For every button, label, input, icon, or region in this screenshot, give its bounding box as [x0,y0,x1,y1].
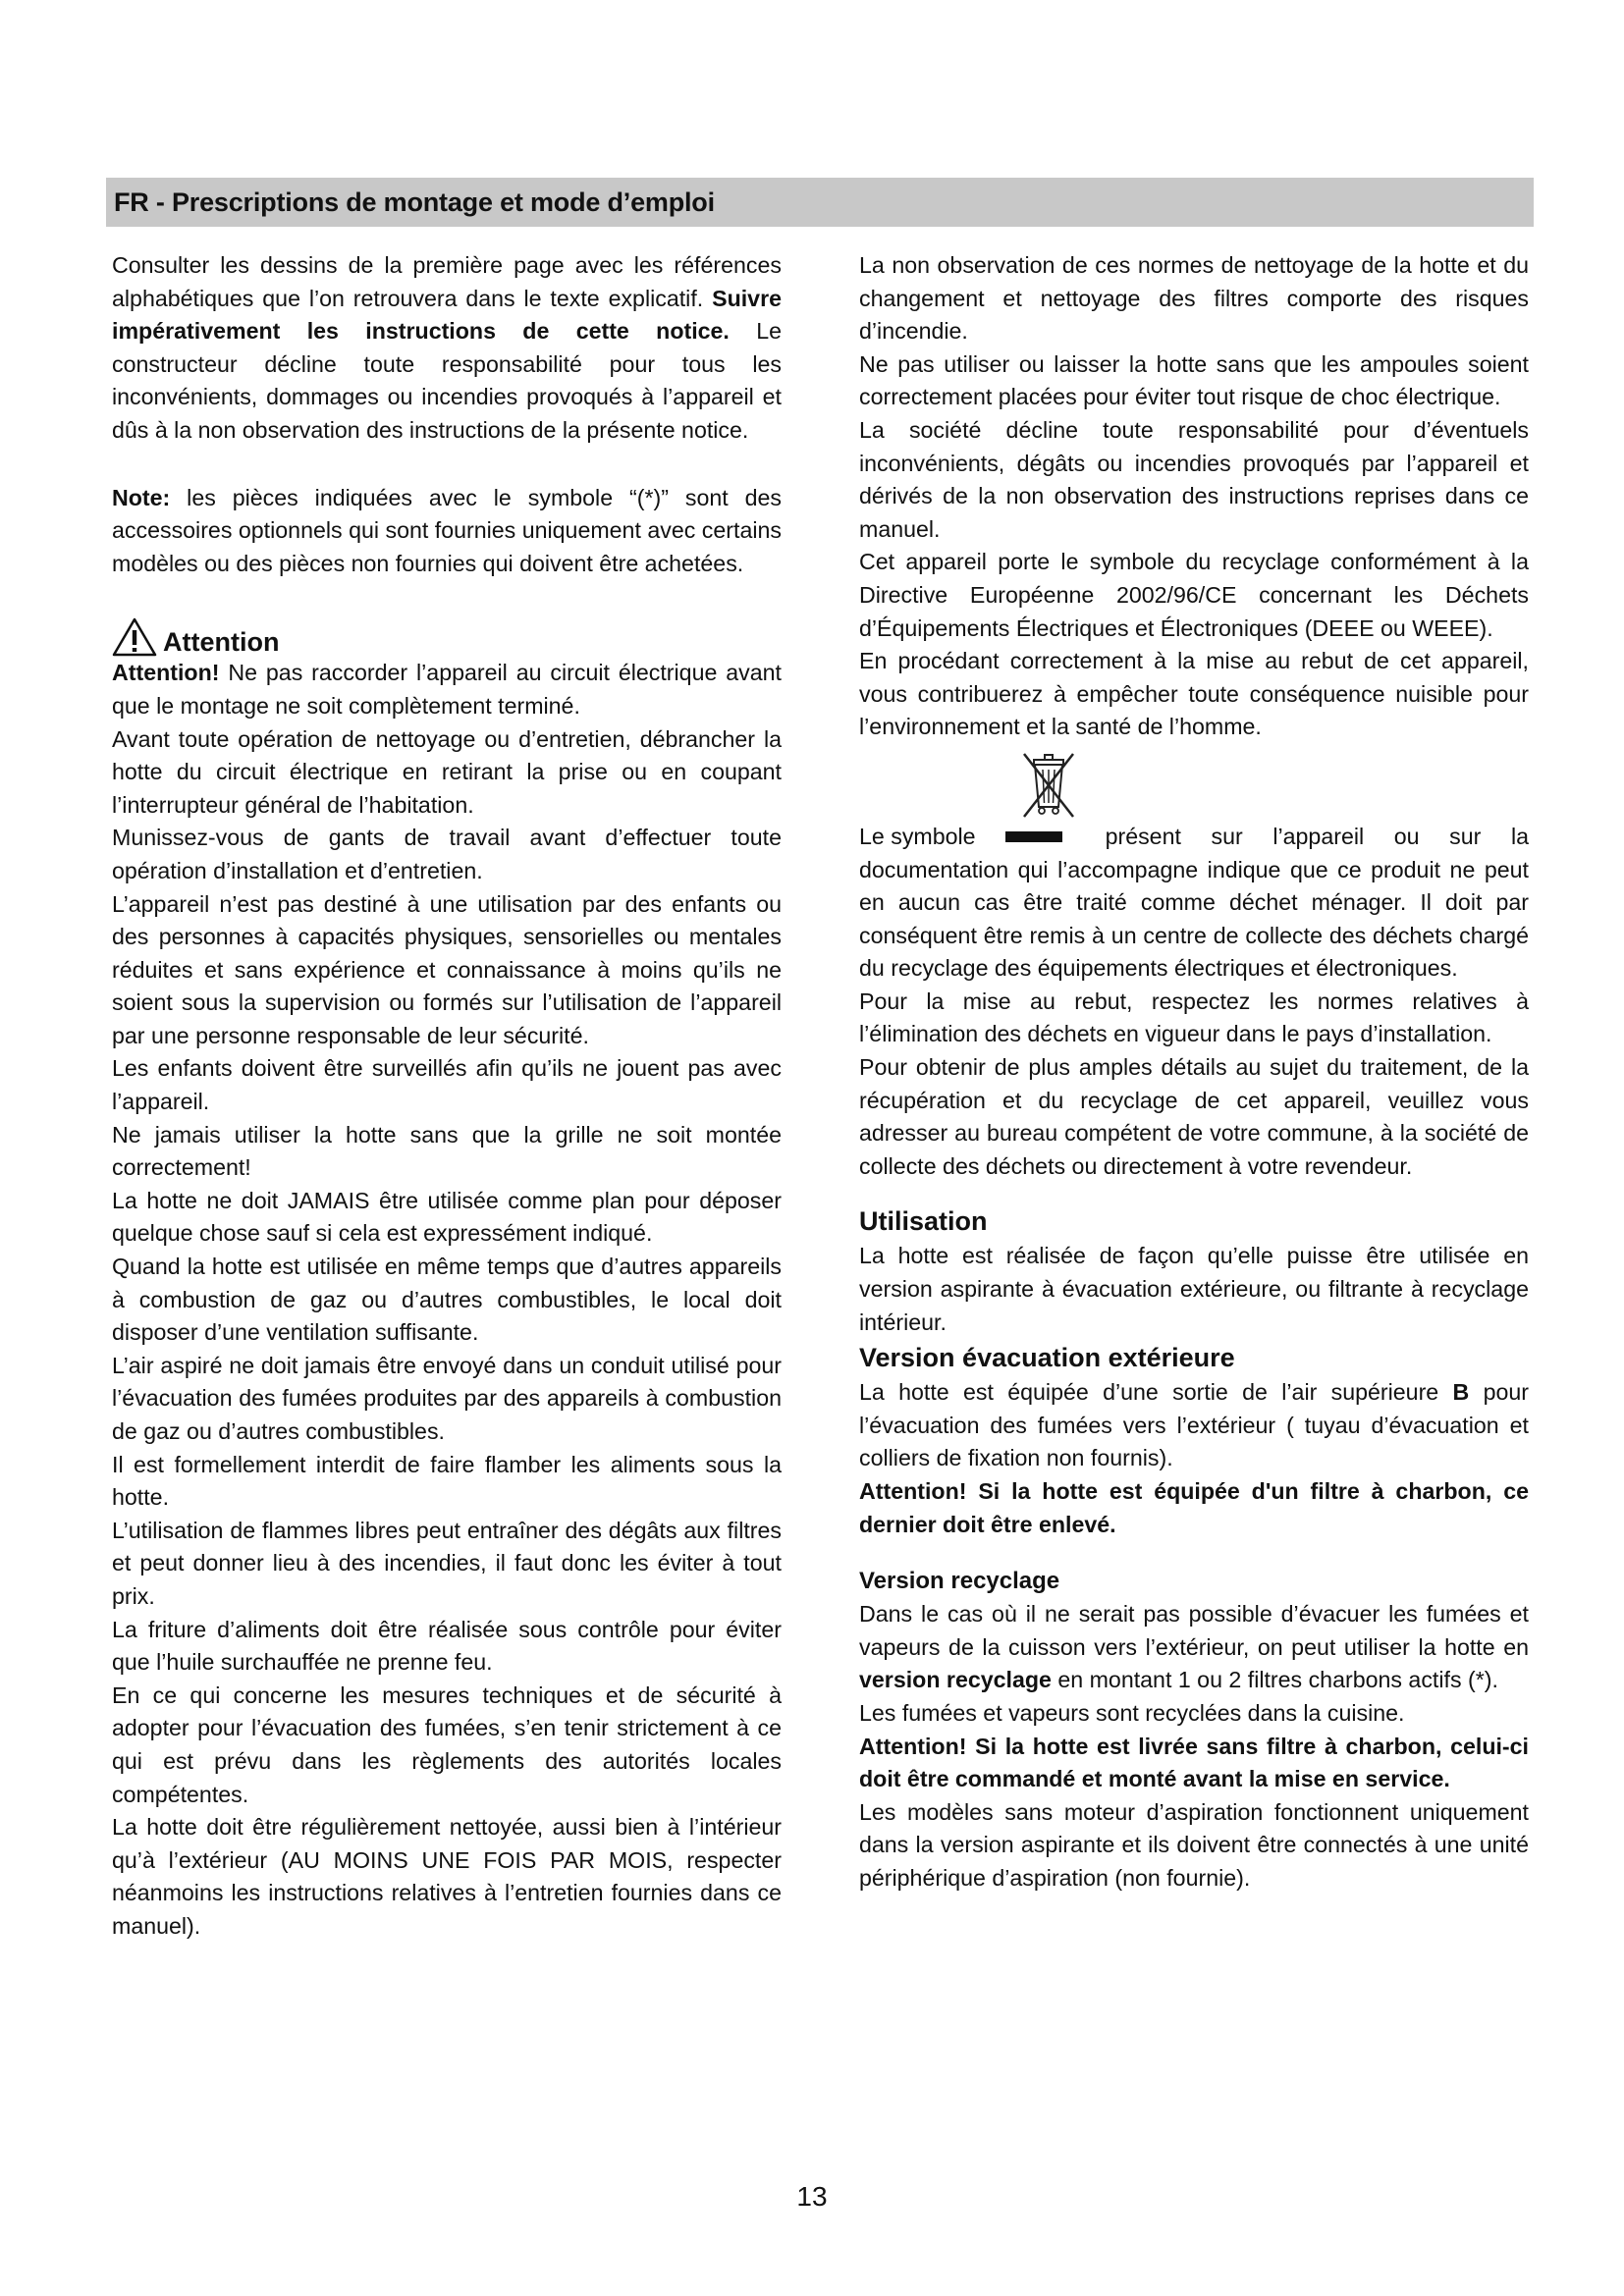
right-paragraph: En procédant correctement à la mise au rebut de cet appareil, vous contribuerez à empêcher toute conséquence nuisible pour l’environnement et la santé de l’homme. [859,648,1529,740]
recyclage-bold-text: version recyclage [859,1667,1052,1693]
recyclage-text-2: Les fumées et vapeurs sont recyclées dans la cuisine. [859,1699,1405,1726]
left-column [112,249,782,1944]
right-paragraph: Pour la mise au rebut, respectez les normes relatives à l’élimination des déchets en vigueur dans le pays d’installation. [859,988,1529,1047]
left-paragraph: Munissez-vous de gants de travail avant d’effectuer toute opération d’installation et d’entretien. [112,825,782,883]
right-column [859,249,1529,1896]
recyclage-warning: Attention! Si la hotte est livrée sans filtre à charbon, celui-ci doit être commandé et monté avant la mise en service. [859,1733,1529,1792]
warning-icon [112,617,157,657]
recyclage-text-3: Les modèles sans moteur d’aspiration fonctionnent uniquement dans la version aspirante et ils doivent être connectés à une unité périphérique d’aspiration (non fournie). [859,1798,1529,1891]
right-paragraph: La non observation de ces normes de nettoyage de la hotte et du changement et nettoyage des filtres comporte des risques d’incendie. [859,252,1529,345]
recyclage-heading: Version recyclage [859,1568,1060,1595]
left-paragraph: La friture d’aliments doit être réalisée sous contrôle pour éviter que l’huile surchauffée ne prenne feu. [112,1616,782,1676]
right-paragraph: Ne pas utiliser ou laisser la hotte sans que les ampoules soient correctement placées pour éviter tout risque de choc électrique. [859,350,1529,410]
utilisation-heading: Utilisation [859,1206,988,1237]
attention-heading-text: Attention [163,627,280,658]
attention-paragraph [112,657,782,722]
right-paragraph: La société décline toute responsabilité pour d’éventuels inconvénients, dégâts ou incendies provoqués par l’appareil et dérivés de la non observation des instructions reprises dans ce manuel. [859,416,1529,542]
crossed-bin-icon [1016,750,1081,821]
left-paragraph: L’utilisation de flammes libres peut entraîner des dégâts aux filtres et peut donner lieu à des incendies, il faut donc les éviter à tout prix. [112,1517,782,1609]
left-paragraph: L’appareil n’est pas destiné à une utilisation par des enfants ou des personnes à capacités physiques, sensorielles ou mentales réduites et sans expérience et connaissance à moins qu’ils ne soient sous la supervision ou formés sur l’utilisation de l’appareil par une personne responsable de leur sécurité. [112,890,782,1048]
evacuation-text-cont: pour l’évacuation des fumées vers l’extérieur ( tuyau d’évacuation et colliers de fixation non fournis). [859,1379,1529,1471]
symbol-paragraph [859,821,1529,986]
page-title: FR - Prescriptions de montage et mode d’emploi [114,187,715,217]
intro-text: Consulter les dessins de la première page avec les références alphabétiques que l’on retrouvera dans le texte explicatif. [112,252,782,311]
left-paragraph: Il est formellement interdit de faire flamber les aliments sous la hotte. [112,1451,782,1511]
black-bar-symbol [1005,831,1062,842]
attention-text: Ne pas raccorder l’appareil au circuit électrique avant que le montage ne soit complètement terminé. [112,660,782,719]
note-label: Note: [112,484,171,510]
evacuation-label-b: B [1452,1379,1470,1406]
evacuation-text: La hotte est équipée d’une sortie de l’air supérieure [859,1379,1453,1406]
evacuation-paragraph [859,1376,1529,1475]
attention-heading [112,612,782,657]
left-paragraph: Ne jamais utiliser la hotte sans que la grille ne soit montée correctement! [112,1121,782,1181]
evacuation-warning: Attention! Si la hotte est équipée d'un filtre à charbon, ce dernier doit être enlevé. [859,1478,1529,1537]
utilisation-text: La hotte est réalisée de façon qu’elle puisse être utilisée en version aspirante à évacuation extérieure, ou filtrante à recyclage intérieur. [859,1243,1529,1335]
right-paragraph: Pour obtenir de plus amples détails au sujet du traitement, de la récupération et du recyclage de cet appareil, veuillez vous adresser au bureau compétent de votre commune, à la société de collecte des déchets ou directement à votre revendeur. [859,1054,1529,1179]
weee-symbol [859,750,1529,821]
left-paragraph: En ce qui concerne les mesures techniques et de sécurité à adopter pour l’évacuation des fumées, s’en tenir strictement à ce qui est prévu dans les règlements des autorités locales compétentes. [112,1682,782,1807]
symbol-text: documentation qui l’accompagne indique que ce produit ne peut en aucun cas être traité comme déchet ménager. Il doit par conséquent être remis à un centre de collecte des déchets chargé du recyclage des équipements électriques et électroniques. [859,856,1529,982]
recyclage-paragraph [859,1598,1529,1697]
page-number: 13 [796,2181,828,2212]
intro-paragraph [112,249,782,448]
note-text: les pièces indiquées avec le symbole “(*)” sont des accessoires optionnels qui sont fournies uniquement avec certains modèles ou des pièces non fournies qui doivent être achetées. [112,484,782,576]
right-paragraph: Cet appareil porte le symbole du recyclage conformément à la Directive Européenne 2002/96/CE concernant les Déchets d’Équipements Électriques et Électroniques (DEEE ou WEEE). [859,549,1529,641]
section-header [106,178,1534,227]
symbol-text-first-line: présent sur l’appareil ou sur la [1105,823,1529,849]
evacuation-heading: Version évacuation extérieure [859,1343,1235,1373]
intro-text-cont: Le constructeur décline toute responsabilité pour tous les inconvénients, dommages ou incendies provoqués à l’appareil et dûs à la non observation des instructions de la présente notice. [112,318,782,443]
left-paragraph: La hotte doit être régulièrement nettoyée, aussi bien à l’intérieur qu’à l’extérieur (AU MOINS UNE FOIS PAR MOIS, respecter néanmoins les instructions relatives à l’entretien fournies dans ce manuel). [112,1814,782,1939]
recyclage-text-cont: en montant 1 ou 2 filtres charbons actifs (*). [1051,1667,1498,1693]
left-paragraph: La hotte ne doit JAMAIS être utilisée comme plan pour déposer quelque chose sauf si cela est expressément indiqué. [112,1187,782,1247]
intro-bold-text: Suivre impérativement les instructions de cette notice. [112,285,782,345]
left-paragraph: Les enfants doivent être surveillés afin qu’ils ne jouent pas avec l’appareil. [112,1055,782,1115]
attention-label: Attention! [112,660,220,686]
note-paragraph [112,482,782,581]
left-paragraph: L’air aspiré ne doit jamais être envoyé dans un conduit utilisé pour l’évacuation des fumées produites par des appareils à combustion de gaz ou d’autres combustibles. [112,1352,782,1444]
left-paragraph: Quand la hotte est utilisée en même temps que d’autres appareils à combustion de gaz ou d’autres combustibles, le local doit disposer d’une ventilation suffisante. [112,1254,782,1346]
symbol-label: Le symbole [859,823,976,849]
left-paragraph: Avant toute opération de nettoyage ou d’entretien, débrancher la hotte du circuit électrique en retirant la prise ou en coupant l’interrupteur général de l’habitation. [112,725,782,818]
recyclage-text: Dans le cas où il ne serait pas possible d’évacuer les fumées et vapeurs de la cuisson vers l’extérieur, on peut utiliser la hotte en [859,1601,1529,1660]
